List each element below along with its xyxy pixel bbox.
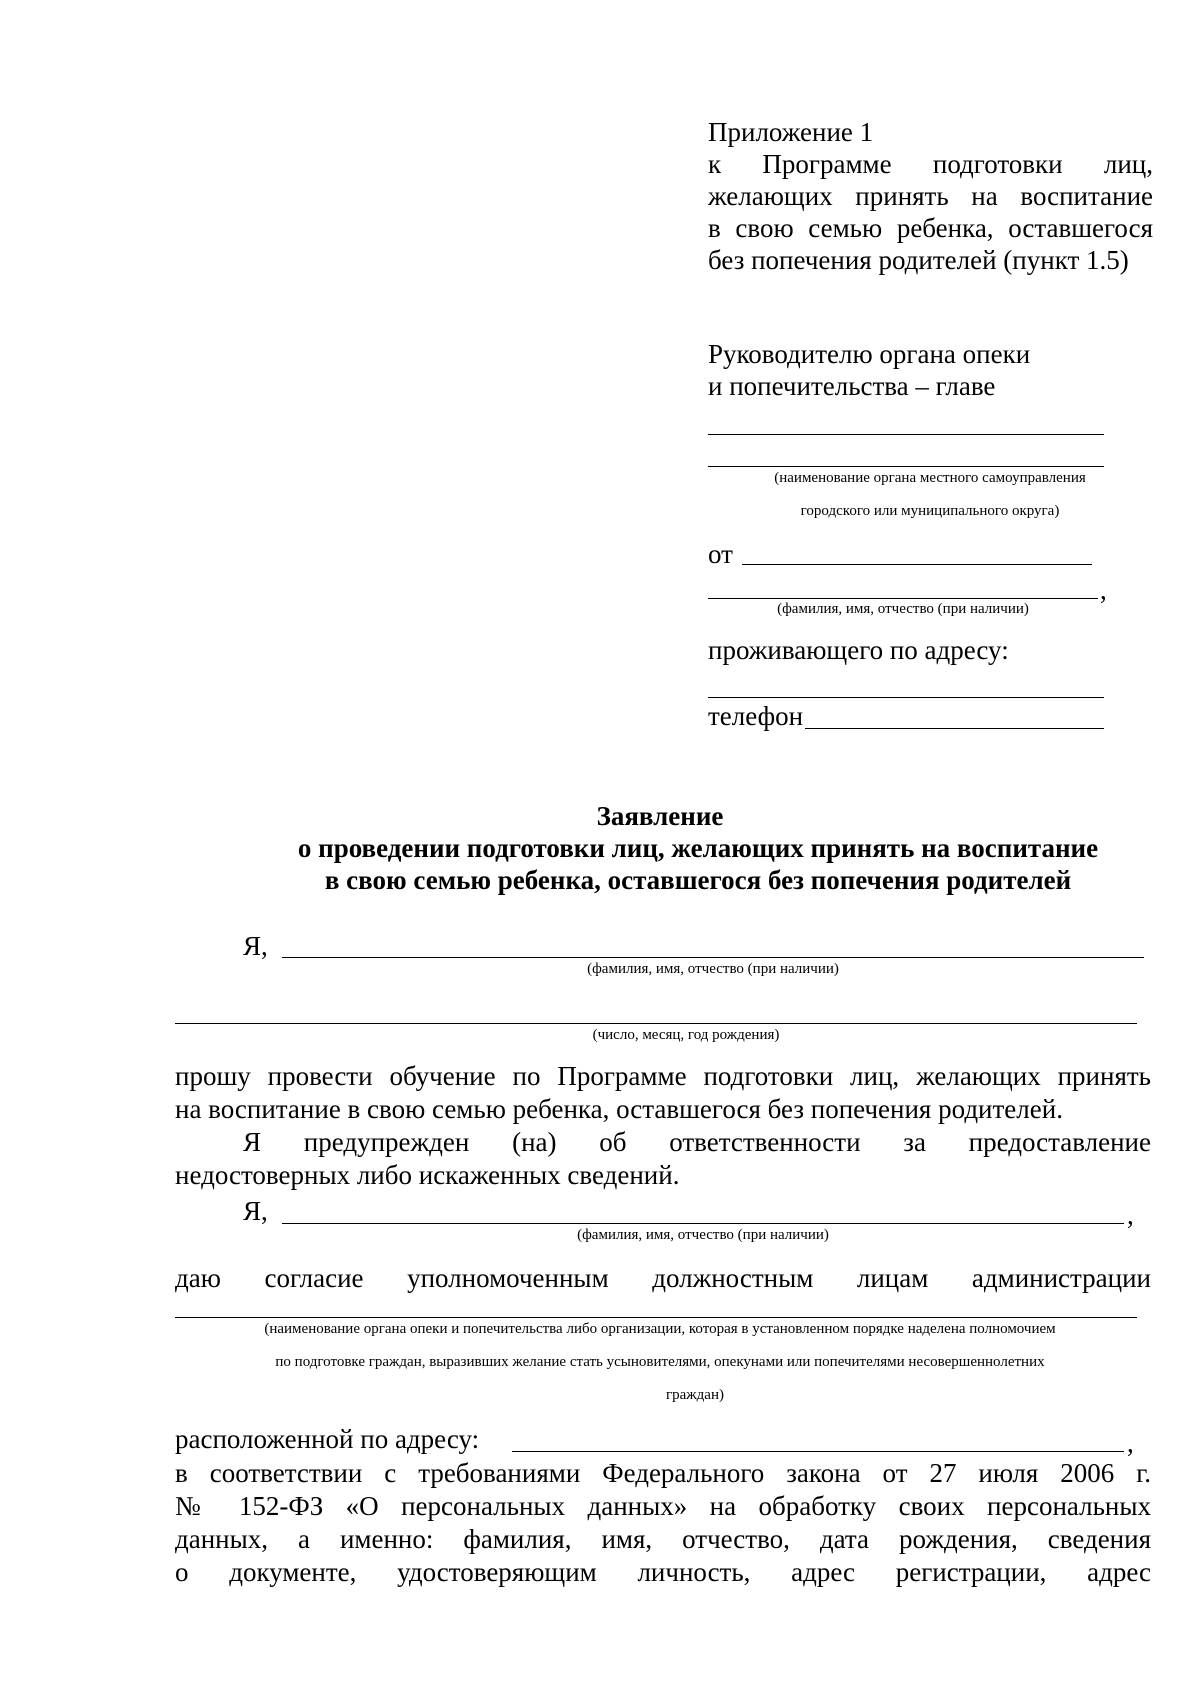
appendix-line-4: в свою семью ребенка, оставшегося xyxy=(708,213,1153,243)
title-line-2: о проведении подготовки лиц, желающих принять на воспитание xyxy=(297,833,1099,863)
appendix-line-2: к Программе подготовки лиц, xyxy=(708,149,1153,179)
fio-caption-consent: (фамилия, имя, отчество (при наличии) xyxy=(577,1227,829,1243)
i-label-2: Я, xyxy=(243,1196,268,1226)
birth-date-caption: (число, месяц, год рождения) xyxy=(592,1027,780,1043)
from-name-blank-2[interactable] xyxy=(708,598,1098,599)
birth-date-blank[interactable] xyxy=(175,1023,1137,1024)
address-blank[interactable] xyxy=(708,697,1104,698)
org-name-caption-1: (наименование органа местного самоуправления xyxy=(774,470,1086,486)
request-line-1: прошу провести обучение по Программе подготовки лиц, желающих принять xyxy=(175,1061,1151,1091)
i-label-1: Я, xyxy=(243,931,268,961)
consent-line: даю согласие уполномоченным должностным лицам администрации xyxy=(175,1263,1151,1293)
address-label: проживающего по адресу: xyxy=(708,635,1009,665)
phone-label: телефон xyxy=(708,701,804,731)
title-line-1: Заявление xyxy=(596,801,724,831)
organization-address-blank[interactable] xyxy=(512,1451,1124,1452)
located-label: расположенной по адресу: xyxy=(175,1424,480,1454)
warning-line-2: недостоверных либо искаженных сведений. xyxy=(175,1160,680,1190)
org-name-caption-2: городского или муниципального округа) xyxy=(800,503,1060,519)
organization-caption-3: граждан) xyxy=(666,1387,724,1403)
law-line-4: о документе, удостоверяющим личность, адрес регистрации, адрес xyxy=(175,1557,1151,1587)
organization-caption-1: (наименование органа опеки и попечительства либо организации, которая в установленном порядке наделена полномочием xyxy=(264,1321,1056,1337)
appendix-line-3: желающих принять на воспитание xyxy=(708,181,1153,211)
located-comma: , xyxy=(1127,1428,1134,1458)
from-label: от xyxy=(708,539,733,569)
phone-blank[interactable] xyxy=(805,728,1104,729)
organization-blank[interactable] xyxy=(175,1317,1137,1318)
warning-line-1: Я предупрежден (на) об ответственности за предоставление xyxy=(243,1127,1151,1157)
law-line-3: данных, а именно: фамилия, имя, отчество, дата рождения, сведения xyxy=(175,1524,1151,1554)
consent-comma: , xyxy=(1127,1200,1134,1230)
addressee-line-1: Руководителю органа опеки xyxy=(708,339,1031,369)
org-name-blank-2[interactable] xyxy=(708,466,1104,467)
applicant-name-blank[interactable] xyxy=(282,957,1144,958)
addressee-line-2: и попечительства – главе xyxy=(708,371,996,401)
appendix-line-1: Приложение 1 xyxy=(708,117,874,147)
consent-name-blank[interactable] xyxy=(282,1223,1124,1224)
organization-caption-2: по подготовке граждан, выразивших желание стать усыновителями, опекунами или попечителями несовершеннолетних xyxy=(275,1354,1045,1370)
from-comma: , xyxy=(1100,575,1107,605)
fio-caption-top: (фамилия, имя, отчество (при наличии) xyxy=(777,601,1029,617)
law-line-2: № 152-ФЗ «О персональных данных» на обработку своих персональных xyxy=(175,1491,1151,1521)
from-name-blank[interactable] xyxy=(742,564,1092,565)
org-name-blank-1[interactable] xyxy=(708,434,1104,435)
request-line-2: на воспитание в свою семью ребенка, оставшегося без попечения родителей. xyxy=(175,1094,1063,1124)
appendix-line-5: без попечения родителей (пункт 1.5) xyxy=(708,245,1129,275)
title-line-3: в свою семью ребенка, оставшегося без попечения родителей xyxy=(324,865,1072,895)
law-line-1: в соответствии с требованиями Федерального закона от 27 июля 2006 г. xyxy=(175,1458,1151,1488)
fio-caption-body: (фамилия, имя, отчество (при наличии) xyxy=(587,961,839,977)
